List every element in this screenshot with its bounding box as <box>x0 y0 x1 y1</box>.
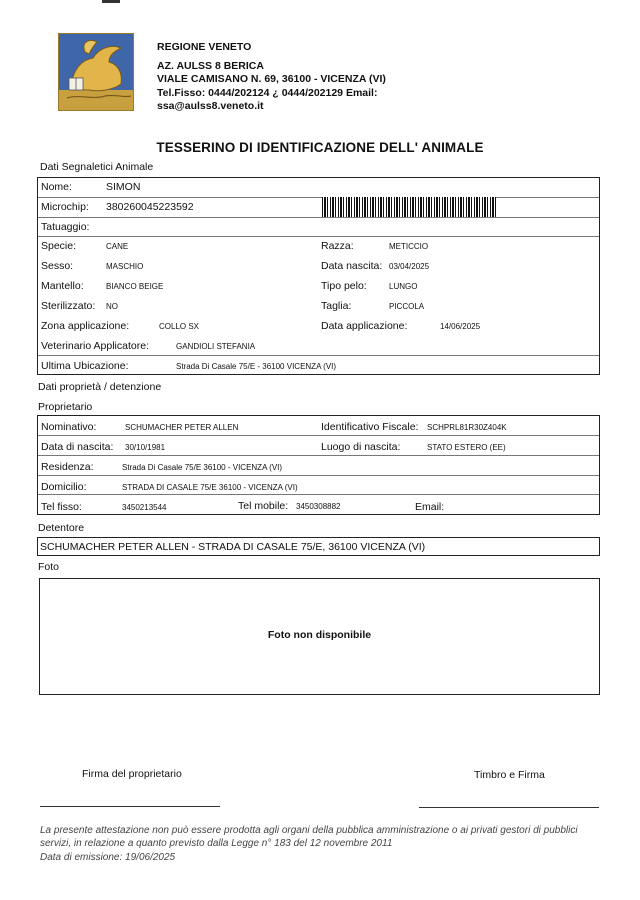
coat-value: BIANCO BEIGE <box>106 282 164 291</box>
org-header <box>157 41 477 114</box>
owner-birth-value: 30/10/1981 <box>125 443 166 452</box>
coat-label: Mantello: <box>41 280 84 292</box>
phone-value: 3450213544 <box>122 503 167 512</box>
birth-date-label: Data nascita: <box>321 260 383 272</box>
sterilized-value: NO <box>106 302 118 311</box>
application-zone-value: COLLO SX <box>159 322 200 331</box>
vet-value: GANDIOLI STEFANIA <box>176 342 256 351</box>
application-date-label: Data applicazione: <box>321 320 408 332</box>
breed-value: METICCIO <box>389 242 429 251</box>
org-unit: AZ. AULSS 8 BERICA <box>157 59 264 72</box>
domicile-label: Domicilio: <box>41 481 87 493</box>
owner-name-label: Nominativo: <box>41 421 97 433</box>
mobile-value: 3450308882 <box>296 502 341 511</box>
tattoo-label: Tatuaggio: <box>41 221 90 233</box>
vet-label: Veterinario Applicatore: <box>41 340 149 352</box>
ownership-section-label: Dati proprietà / detenzione <box>38 381 162 393</box>
top-mark <box>102 0 120 3</box>
microchip-barcode <box>322 197 496 217</box>
last-location-value: Strada Di Casale 75/E - 36100 VICENZA (VI) <box>176 362 337 371</box>
lion-of-saint-mark-icon <box>59 34 134 111</box>
last-location-label: Ultima Ubicazione: <box>41 360 129 372</box>
name-label: Nome: <box>41 181 72 193</box>
sterilized-label: Sterilizzato: <box>41 300 96 312</box>
stamp-signature-line <box>419 807 599 808</box>
page-title: TESSERINO DI IDENTIFICAZIONE DELL' ANIMALE <box>156 140 484 155</box>
species-label: Specie: <box>41 240 77 252</box>
birthplace-label: Luogo di nascita: <box>321 441 401 453</box>
fiscal-id-value: SCHPRL81R30Z404K <box>427 423 507 432</box>
size-value: PICCOLA <box>389 302 425 311</box>
owner-signature-label: Firma del proprietario <box>82 768 182 780</box>
hair-type-value: LUNGO <box>389 282 418 291</box>
size-label: Taglia: <box>321 300 352 312</box>
residence-label: Residenza: <box>41 461 94 473</box>
birth-date-value: 03/04/2025 <box>389 262 430 271</box>
mobile-label: Tel mobile: <box>238 500 289 512</box>
issue-date: Data di emissione: 19/06/2025 <box>40 852 176 863</box>
breed-label: Razza: <box>321 240 354 252</box>
phone-label: Tel fisso: <box>41 501 82 513</box>
animal-name: SIMON <box>106 181 141 193</box>
animal-section-label: Dati Segnaletici Animale <box>40 161 154 173</box>
region-logo <box>58 33 134 111</box>
photo-section-label: Foto <box>38 561 60 573</box>
owner-signature-line <box>40 806 220 807</box>
stamp-signature-label: Timbro e Firma <box>474 769 545 781</box>
birthplace-value: STATO ESTERO (EE) <box>427 443 506 452</box>
sex-value: MASCHIO <box>106 262 144 271</box>
org-name: REGIONE VENETO <box>157 41 252 53</box>
domicile-value: STRADA DI CASALE 75/E 36100 - VICENZA (VI) <box>122 483 298 492</box>
org-email: ssa@aulss8.veneto.it <box>157 100 264 113</box>
owner-section-label: Proprietario <box>38 401 93 413</box>
hair-type-label: Tipo pelo: <box>321 280 367 292</box>
legal-note <box>40 824 600 864</box>
legal-note-text: La presente attestazione non può essere prodotta agli organi della pubblica amministrazione o ai privati gestori di pubblici servizi, in relazione a quanto previsto dalla Legge n° 183 del 12 novembre 2011 <box>40 825 578 849</box>
holder-section-label: Detentore <box>38 522 85 534</box>
fiscal-id-label: Identificativo Fiscale: <box>321 421 419 433</box>
microchip-label: Microchip: <box>41 201 89 213</box>
application-date-value: 14/06/2025 <box>440 322 481 331</box>
org-phone: Tel.Fisso: 0444/202124 ¿ 0444/202129 Email: <box>157 86 378 99</box>
photo-box <box>39 578 600 695</box>
microchip-number: 380260045223592 <box>106 201 194 213</box>
owner-name-value: SCHUMACHER PETER ALLEN <box>125 423 239 432</box>
email-label: Email: <box>415 501 445 513</box>
application-zone-label: Zona applicazione: <box>41 320 130 332</box>
org-address: VIALE CAMISANO N. 69, 36100 - VICENZA (VI) <box>157 73 386 86</box>
residence-value: Strada Di Casale 75/E 36100 - VICENZA (VI) <box>122 463 283 472</box>
photo-placeholder: Foto non disponibile <box>267 629 372 641</box>
species-value: CANE <box>106 242 129 251</box>
owner-birth-label: Data di nascita: <box>41 441 114 453</box>
holder-value: SCHUMACHER PETER ALLEN - STRADA DI CASALE 75/E, 36100 VICENZA (VI) <box>40 541 426 553</box>
holder-box <box>37 537 600 556</box>
sex-label: Sesso: <box>41 260 74 272</box>
